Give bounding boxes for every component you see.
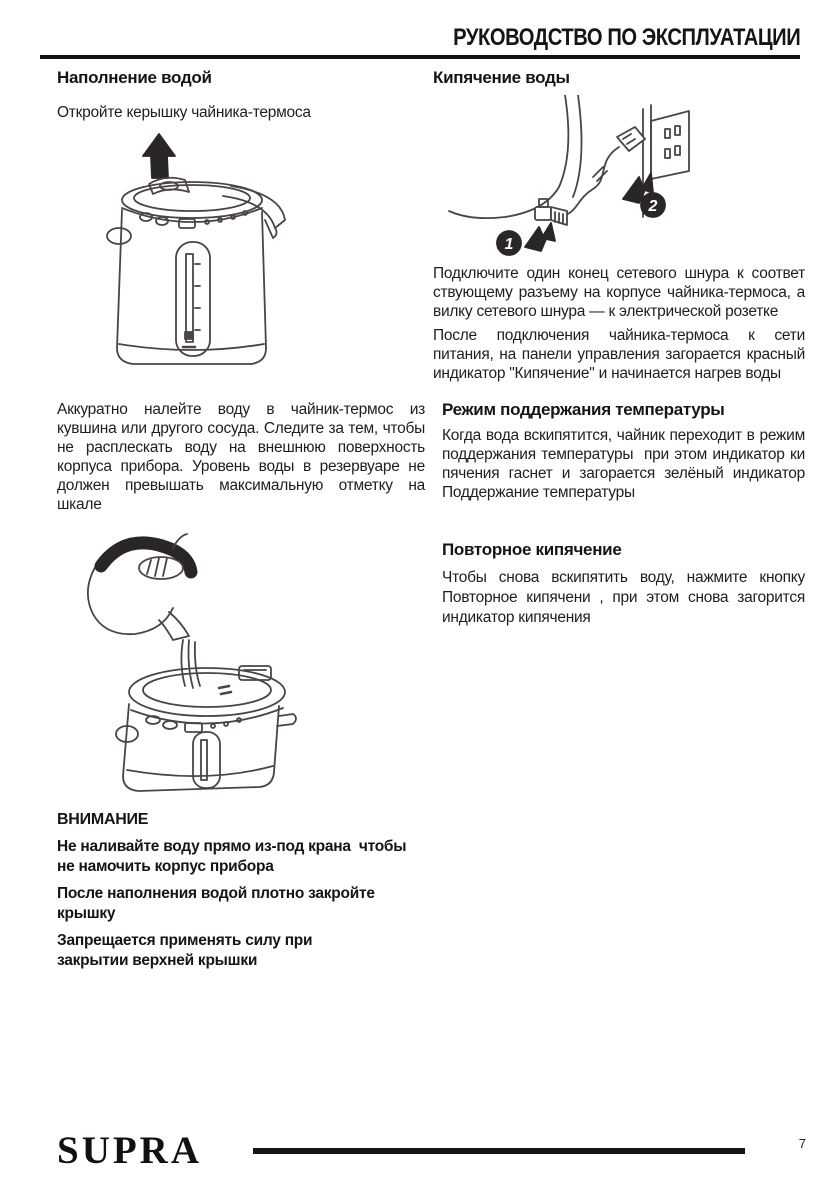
- illustration-pour-water: [61, 520, 313, 796]
- arrow-up-icon: [143, 134, 175, 178]
- illustration-open-lid: [73, 132, 311, 386]
- reboil-section: [433, 540, 814, 628]
- keep-warm-paragraph: Когда вода вскипятится, чайник переходит в режим поддержания температуры при этом индикатор ки пячения гаснет и загорается зелёный индикатор Поддержание температуры: [442, 427, 814, 501]
- filling-paragraph: Аккуратно налейте воду в чайник-термос из кувшина или другого сосуда. Следите за тем, чтобы не расплескать воду на внешнюю поверхность корпуса прибора. Уровень воды в резервуаре не должен превышать максимальную отметку на шкале: [57, 401, 430, 513]
- header-divider: [40, 55, 800, 59]
- keep-warm-section: [433, 400, 814, 502]
- step2-number: 2: [648, 198, 658, 215]
- attention-heading: ВНИМАНИЕ: [57, 811, 149, 828]
- left-column: [57, 68, 430, 971]
- brand-logo: SUPRA: [57, 1129, 203, 1172]
- section-heading-boiling: Кипячение воды: [433, 68, 570, 87]
- attention-item: Не наливайте воду прямо из-под крана чтобы не намочить корпус прибора: [57, 838, 411, 875]
- attention-block: [57, 810, 425, 971]
- step1-number: 1: [504, 236, 514, 253]
- right-column: [433, 68, 814, 628]
- section-heading-filling: Наполнение водой: [57, 68, 212, 87]
- page-number: 7: [798, 1136, 806, 1151]
- boiling-paragraph-2: После подключения чайника-термоса к сети питания, на панели управления загорается красный индикатор "Кипячение" и начинается нагрев воды: [433, 327, 810, 382]
- section-heading-keep-warm: Режим поддержания температуры: [442, 400, 725, 419]
- footer-divider: [253, 1148, 745, 1154]
- illustration-plug-cord: [447, 95, 699, 259]
- attention-item: Запрещается применять силу при закрытии верхней крышки: [57, 932, 317, 969]
- attention-item: После наполнения водой плотно закройте крышку: [57, 885, 379, 922]
- reboil-paragraph: Чтобы снова вскипятить воду, нажмите кнопку Повторное кипячени , при этом снова загорится индикатор кипячения: [442, 569, 814, 626]
- section-heading-reboil: Повторное кипячение: [442, 540, 622, 559]
- filling-intro-text: Откройте керышку чайника-термоса: [57, 104, 311, 121]
- arrow-step1-icon: [525, 223, 555, 251]
- boiling-paragraph-1: Подключите один конец сетевого шнура к соответ ствующему разъему на корпусе чайника-термоса, а вилку сетевого шнура — к электрической розетке: [433, 265, 810, 320]
- page-title: РУКОВОДСТВО ПО ЭКСПЛУАТАЦИИ: [452, 24, 800, 51]
